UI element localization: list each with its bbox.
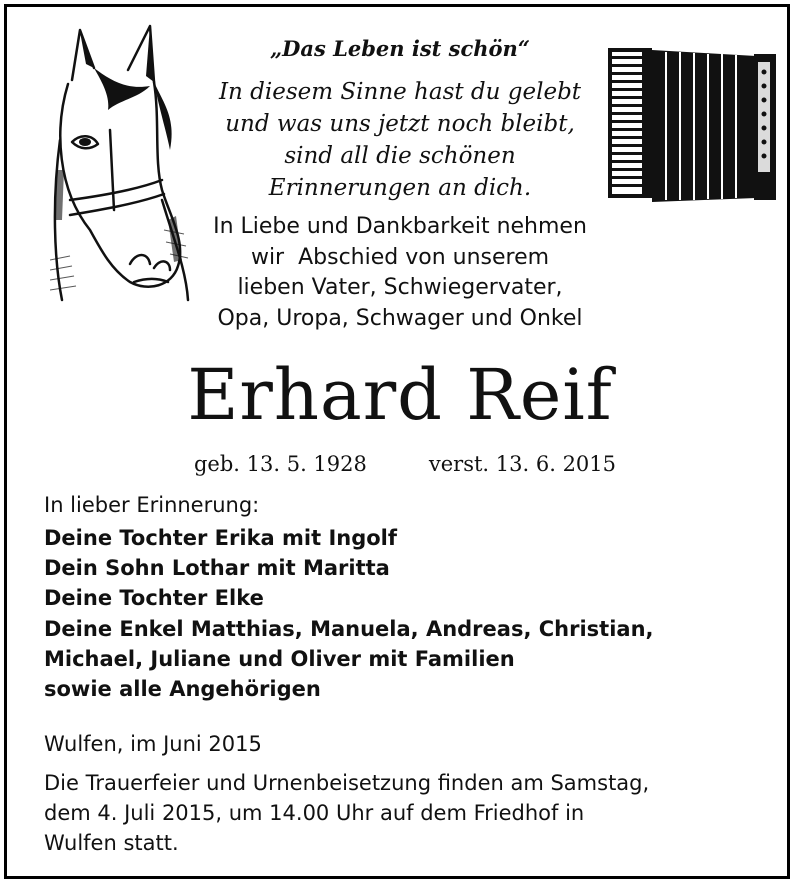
poem-line: und was uns jetzt noch bleibt, [225, 111, 575, 137]
intro-line: wir Abschied von unserem [250, 244, 550, 270]
service-line: Die Trauerfeier und Urnenbeisetzung finden am Samstag, [44, 771, 650, 795]
place-date: Wulfen, im Juni 2015 [44, 732, 262, 756]
poem-line: sind all die schönen [284, 143, 516, 169]
motto-title: „Das Leben ist schön“ [270, 36, 530, 61]
mourner-line: sowie alle Angehörigen [44, 677, 321, 702]
mourner-line: Deine Enkel Matthias, Manuela, Andreas, Christian, [44, 616, 654, 641]
service-line: Wulfen statt. [44, 831, 179, 855]
mourner-line: Deine Tochter Erika mit Ingolf [44, 526, 398, 550]
intro-line: lieben Vater, Schwiegervater, [237, 275, 563, 300]
intro-line: In Liebe und Dankbarkeit nehmen [213, 214, 587, 239]
death-date: verst. 13. 6. 2015 [428, 452, 617, 476]
funeral-service-info [44, 768, 764, 858]
mourners-heading: In lieber Erinnerung: [44, 493, 260, 517]
service-line: dem 4. Juli 2015, um 14.00 Uhr auf dem Friedhof in [44, 801, 585, 825]
intro-line: Opa, Uropa, Schwager und Onkel [217, 305, 583, 331]
poem-line: Erinnerungen an dich. [268, 175, 532, 201]
mourners-list [44, 523, 654, 704]
poem [180, 76, 620, 204]
mourner-line: Michael, Juliane und Oliver mit Familien [44, 646, 515, 671]
accordion-icon [606, 42, 778, 208]
farewell-intro [170, 212, 630, 334]
poem-line: In diesem Sinne hast du gelebt [218, 79, 582, 105]
birth-date: geb. 13. 5. 1928 [193, 452, 367, 476]
mourner-line: Dein Sohn Lothar mit Maritta [44, 556, 390, 581]
mourner-line: Deine Tochter Elke [44, 586, 264, 611]
life-dates [170, 452, 640, 476]
horse-head-icon [50, 20, 190, 302]
deceased-name: Erhard Reif [187, 354, 613, 436]
